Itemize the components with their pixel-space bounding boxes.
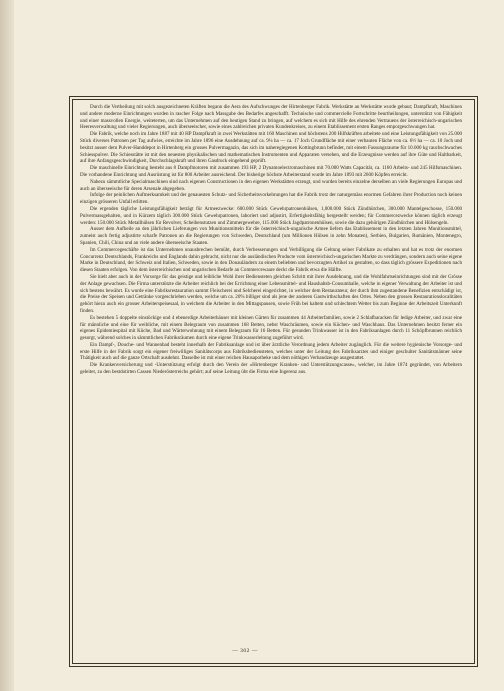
paragraph: Die maschinelle Einrichtung besteht aus 8 Dampfmotoren mit zusammen 193 HP, 2 Dynamoelectromaschinen mit 70.000 Watts Capacität, ca. 1160 Arbeits- und 245 Hilfsmaschinen. Die vorhandene Einrichtung und Ausrüstung ist für 800 Arbeiter ausreichend. Der bisherige höchste Arbeiterstand wurde im Jahre 1893 mit 2600 Köpfen erreicht. [80, 165, 462, 178]
paragraph: Ein Dampf-, Douche- und Wannenbad besteht innerhalb der Fabriksanlage und ist über ärztliche Verordnung jedem Arbeiter zugänglich. Für die weitere hygienische Vorsorge- und erste Hilfe in der Fabrik sorgt ein eigener freiwilliges Sanitätscorps aus Fabriksbediensteten, welches unter der Leitung des Fabriksarztes und einiger geschulter Sanitätsmänner seine Thätigkeit auch auf die ganze Ortschaft ausdehnt. Dasselbe ist mit einer reichen Hausapotheke und dem nöthigen Verbandzeuge ausgestattet. [80, 341, 462, 362]
paragraph: Die ergenden tägliche Leistungsfähigkeit beträgt für Armeezwecke: 600.000 Stück Gewehrpatronenhülsen, 1,000.000 Stück Zündhütchen, 300.000 Mantelgeschosse, 150.000 Pulvermassgehalten, und in Kürzem täglich 300.000 Stück Gewehrpatronen, laboriert und adjustirt, Erfertigkeitsfähig hergestellt werden; für Commercezwecke können täglich erzeugt werden: 150.000 Stück Metallhülsen für Revolver, Scheibenstutzen und Zimmergewehre, 115.000 Stück Jagdpatronenhülsen, sowie die dazu gehörigen Zündhütchen und Hülsengeln. [80, 205, 462, 226]
paragraph: Es bestehen 5 doppelte einstöckige und 4 ebenerdige Arbeiterhäuser mit kleinen Gärten für zusammen 44 Arbeiterfamilien, sowie 2 Schlafbaracken für ledige Arbeiter, und zwar eine für männliche und eine für weibliche, mit einem Belegraum von zusammen 168 Betten, nebst Waschräumen, sowie ein Küchen- und Waschhaus. Das Unternehmen besitzt ferner ein eigenes Epidemiespital mit Küche, Bad und Wärterwohnung mit einem Belegraum für 16 Betten. Für gesunden Trinkwasser ist in den Fabriksanlagen durch 11 Schöpfbrunnen reichlich gesorgt, während solches in sämmtlichen Fabriksräumen durch eine eigene Trinkwasserleitung zugeführt wird. [80, 314, 462, 342]
paragraph: Sie hielt aber auch in der Vorsorge für das geistige und leibliche Wohl ihrer Bediensteten gleichen Schritt mit ihrer Ausdehnung, und die Wohlfahrtseinrichtungen sind mit der Grösse der Anlage gewachsen. Die Firma unterstützte die Arbeiter reichlich bei der Errichtung einer Lebensmittel- und Haushaltsb-Consumhalle, welche in eigener Verwaltung der Arbeiter ist und sich bestens bewährt. Es wurde eine Fabriksrestauration sammt Fleischerei und Selcherei eingerichtet, in welcher dem Restaurateur, der durch ihm zugestandene Benefizien entschädigt ist, die Preise der Speisen und Getränke vorgeschrieben werden, welche um ca. 20% billiger sind als jene der anderen Gastwirthschaften des Ortes. Neben den grossen Restaurationslocalitäten gehört hiezu auch ein grosser Arbeiterspeisesaal, in welchem die Arbeiter in den Mittagspausen, sowie Früh bei kaltem und schlechtem Wetter bis zum Beginne der Arbeitszeit Unterkunft finden. [80, 273, 462, 314]
paragraph: Im Commercegeschäfte ist das Unternehmen unausbrechen bemüht, durch Verbesserungen und Verbilligung die Geltung seiner Fabrikate zu erhalten und hat es trotz der enormen Concurrenz Deutschlands, Frankreichs und Englands dahin gebracht, nicht nur die ausländischen Producte vom österreichisch-ungarischen Markte zu verdrängen, sondern auch seine eigene Marke in Deutschland, der Schweiz und Italien, Schweden, sowie in den Donauländern zu einem beliebten und bevorzugten Artikel zu gestalten, so dass täglich grössere Expeditionen nach diesen Staaten erfolgen. Von dem österreichischen und ungarischen Bedarfe an Commercewaare deckt die Fabrik etwa die Hälfte. [80, 246, 462, 274]
paragraph: Nahezu sämmtliche Specialmaschinen sind nach eigenen Constructionen in den eigenen Werkstätten erzeugt, und wurden bereits einzelne derselben an viele Regierungen Europas und auch an überseeische für deren Arsenale abgegeben. [80, 178, 462, 192]
paragraph: Ausser dem Aufheile an den jährlichen Lieferungen von Munitionsmitteln für die österreichisch-ungarische Armee liefern das Etablissement in den letzten Jahren Munitionsmittel, zumeist auch fertig adjustirte scharfe Patronen an die Regierungen von Schweden, Deutschland (um Millionen Hülsen in zehn Monaten), Serbien, Bulgarien, Rumänien, Montenegro, Spanien, Chili, China und an viele andere überseeische Staaten. [80, 226, 462, 246]
paragraph: Die Krankenversicherung und -Unterstützung erfolgt durch den Verein der »Hirtenberger Kranken- und Unterstützungscasse«, welcher, im Jahre 1874 gegründet, von Arbeitern geleitet, zu den bestdotirten Cassen Niederösterreichs gehört; auf seine Leitung übt die Firma eine Ingerenz aus. [80, 362, 462, 376]
paragraph: Die Fabrik, welche noch im Jahre 1887 mit 40 HP Dampfkraft in zwei Werkstätten mit 160 Maschinen und höchstens 200 Hilfskräften arbeitete und eine Leistungsfähigkeit von 25.000 Stück diverses Patronen per Tag aufwies, erreichte im Jahre 1896 eine Ausdehnung auf ca. 9¼ ha — ca. 17 Joch Grundfläche mit einer verbauten Fläche von ca. 6½ ha — ca. 10 Joch und besitzt ausser dem Pulver-Handdepot in Hirtenberg ein grosses Pulvermagazin, das sich im naheregiegenen Kottingbrunn befindet, mit einem Fassungsraume für 10.000 kg rauchschwaches Schiesspulver. Die Schiesstätte ist mit den neuesten physikalischen und mathematischen Instrumenten und Apparaten versehen, und die Erzeugnisse werden auf ihre Güte und Haltbarkeit, auf ihre Anfangsgeschwindigkeit, Durchschlagskraft und ihren Gasdruck eingehend geprüft. [80, 131, 462, 165]
page-number: — 302 — [232, 648, 258, 654]
scan-gutter-shadow [0, 0, 14, 691]
paragraph: Infolge der peinlichen Aufmerksamkeit und der genauesten Schutz- und Sicherheitsvorkehrungen hat die Fabrik trotz der naturgemäss enormen Gefahren ihrer Production noch keinen einzigen grösseren Unfall erlitten. [80, 192, 462, 206]
paragraph: Durch die Vertheilung mit solch ausgezeichneten Kräften begann die Aera des Aufschwunges der Hirtenberger Fabrik. Werkstätte an Werkstätte wurde gebaut; Dampfkraft, Maschinen und andere moderne Einrichtungen wurden in rascher Folge nach Massgabe des Bedarfes angeschafft. Technische und commercielle Fortschritte beurtheilungen, unterstützt von Fähigkeit und einer massvollen Energie, weiteterten, um das Unternehmen auf den heutigen Stand zu bringen, auf welchem es sich mit Hilfe des ehrenden Vertrauens der österreichisch-ungarischen Heeresverwaltung und vieler Regierungen, auch überseeischer, sowie eines zahlreichen privaten Kundenkreises, zu einem Etablissement ersten Ranges emporgeschwungen hat. [80, 104, 462, 131]
body-text [80, 104, 462, 376]
